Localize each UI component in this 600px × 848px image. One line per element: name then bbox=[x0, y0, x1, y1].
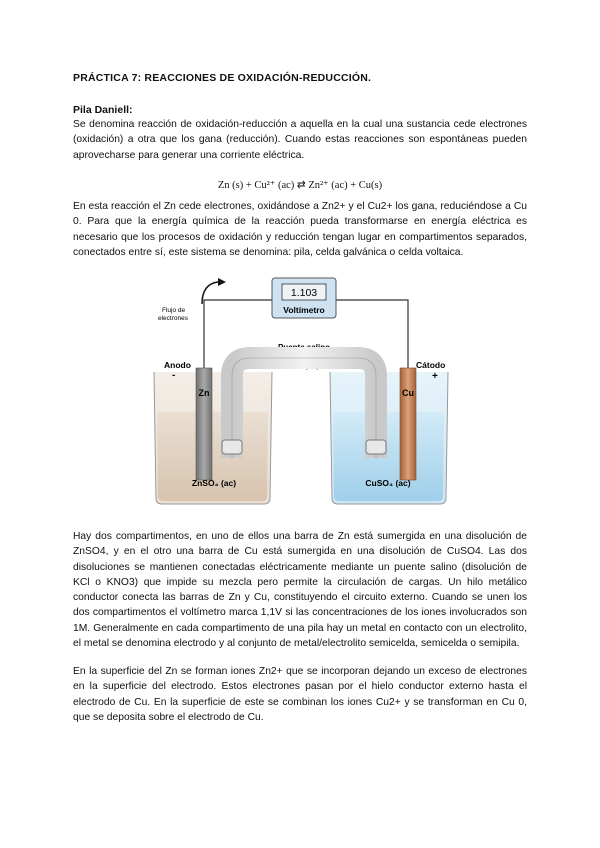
cu-electrode bbox=[400, 368, 416, 480]
flow-label-2: electrones bbox=[158, 315, 188, 322]
right-solution-label: CuSO₄ (ac) bbox=[365, 478, 411, 488]
left-solution-label: ZnSO₄ (ac) bbox=[191, 478, 237, 488]
daniell-cell-diagram bbox=[140, 272, 460, 512]
flow-label-1: Flujo de bbox=[162, 307, 186, 314]
cu-electrode-label: Cu bbox=[402, 388, 414, 398]
cathode-sign: + bbox=[432, 371, 438, 382]
salt-bridge-label: Puente salino bbox=[277, 343, 331, 352]
anode-label: Anodo bbox=[164, 360, 191, 370]
voltmeter-label: Voltímetro bbox=[283, 305, 325, 315]
section-heading: Pila Daniell: bbox=[73, 104, 133, 116]
paragraph-surface: En la superficie del Zn se forman iones Zn2+ que se incorporan dejando un exceso de electrones en la superficie del electrodo. Estos electrones pasan por el hielo conductor externo hasta el electrodo de Cu. En la superficie de este se combinan los iones Cu2+ y se transforman en Cu 0, que se deposita sobre el electrodo de Cu. bbox=[73, 666, 527, 723]
paragraph-compartments: Hay dos compartimentos, en uno de ellos una barra de Zn está sumergida en una disolución de ZnSO4, y en el otro una barra de Cu está sumergida en una disolución de CuSO4. Las dos disoluciones se mantienen conectadas eléctricamente mediante un puente salino (disolución de KCl o KNO3) que impide su mezcla pero permite la circulación de cargas. Un hilo metálico conductor conecta las barras de Zn y Cu, constituyendo el circuito externo. Cuando se unen los dos compartimentos el voltímetro marca 1,1V si las concentraciones de los iones involucrados son 1M. Generalmente en cada compartimento de una pila hay un metal en contacto con un electrolito, el metal se denomina electrodo y al conjunto de metal/electrolito semicelda, semicelda o semipila. bbox=[73, 531, 527, 650]
reaction-equation: Zn (s) + Cu²⁺ (ac) ⇄ Zn²⁺ (ac) + Cu(s) bbox=[217, 180, 383, 191]
cathode-label: Cátodo bbox=[416, 360, 446, 370]
anode-sign: - bbox=[172, 370, 176, 381]
voltmeter-reading: 1.103 bbox=[290, 287, 318, 299]
document-title: PRÁCTICA 7: REACCIONES DE OXIDACIÓN-REDUCCIÓN. bbox=[73, 72, 372, 84]
salt-bridge-solution: KCl (ac) bbox=[288, 361, 320, 370]
zn-electrode-label: Zn bbox=[198, 388, 210, 398]
zn-electrode bbox=[196, 368, 212, 480]
paragraph-explanation: En esta reacción el Zn cede electrones, oxidándose a Zn2+ y el Cu2+ los gana, reduciéndose a Cu 0. Para que la energía química de la reacción pueda transformarse en energía eléctrica es necesario que los procesos de oxidación y reducción tengan lugar en compartimentos separados, conectados entre sí, este sistema se denomina: pila, celda galvánica o celda voltaica. bbox=[73, 201, 527, 258]
paragraph-intro: Se denomina reacción de oxidación-reducción a aquella en la cual una sustancia cede electrones (oxidación) a otra que los gana (reducción). Cuando estas reacciones son espontáneas pueden aprovecharse para generar una corriente eléctrica. bbox=[73, 119, 527, 161]
